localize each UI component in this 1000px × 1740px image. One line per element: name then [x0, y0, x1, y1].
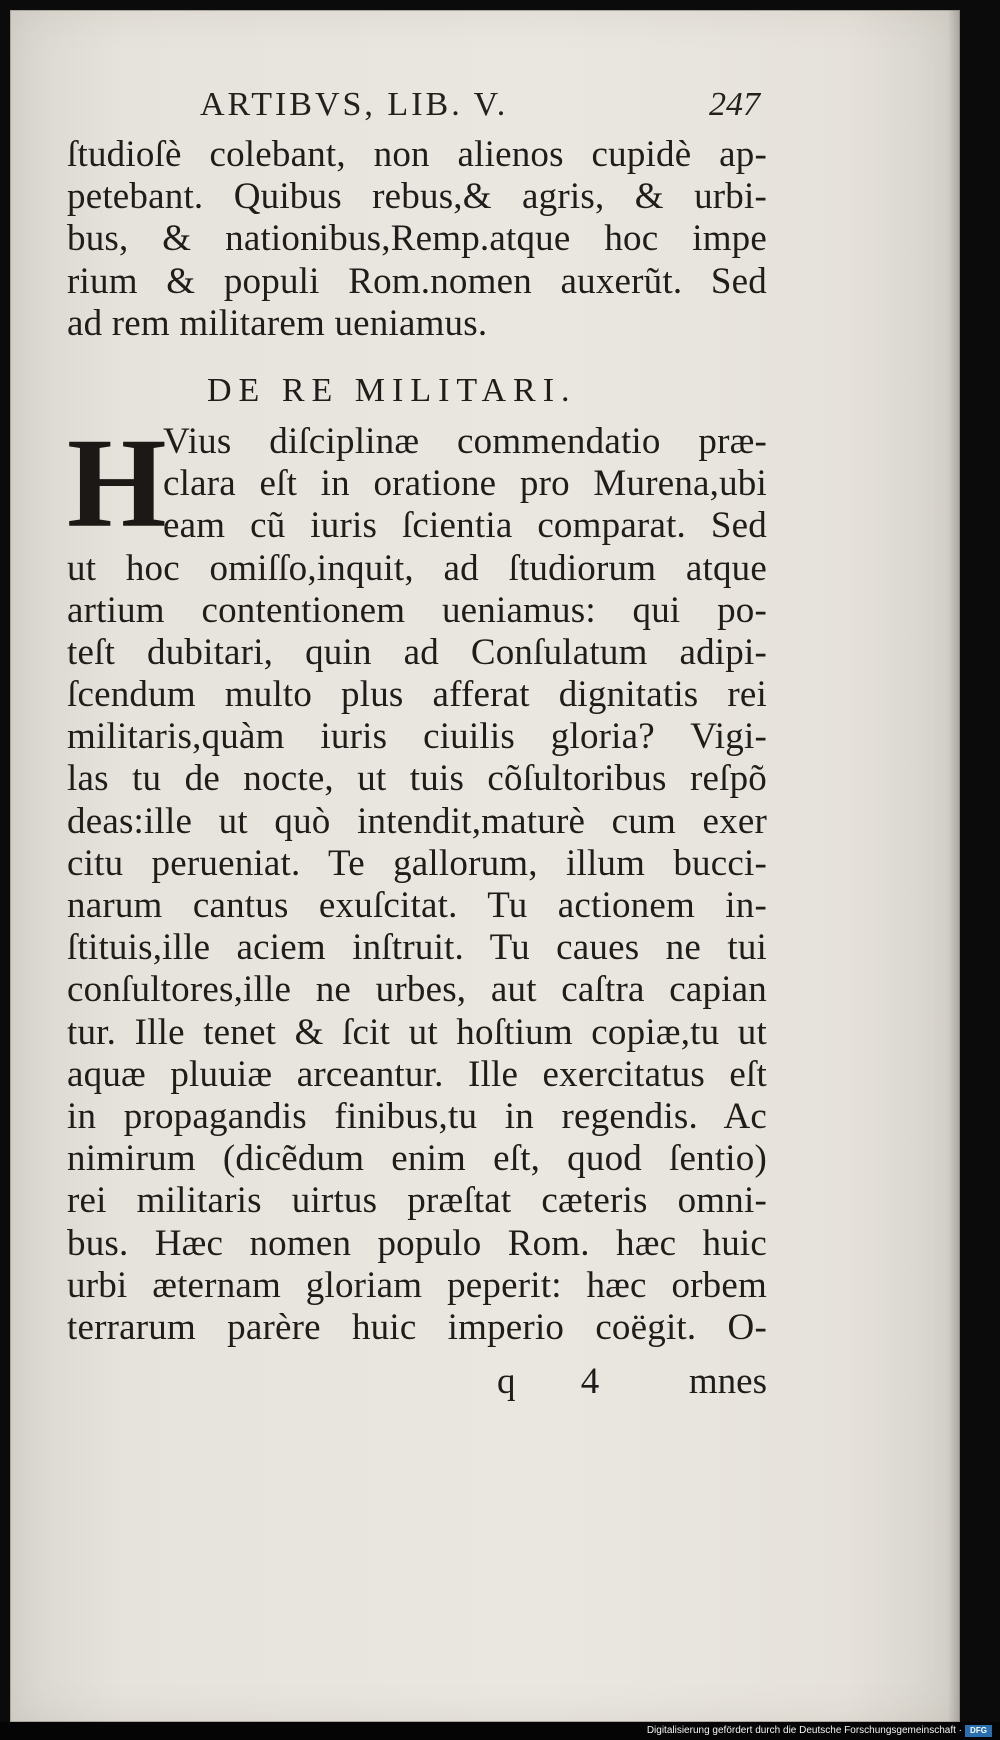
- text-line: ſcendum multo plus afferat dignitatis rei: [67, 674, 767, 716]
- page-number: 247: [709, 86, 760, 123]
- text-line: clara eſt in oratione pro Murena,ubi: [163, 463, 767, 505]
- text-line: rium & populi Rom.nomen auxerũt. Sed: [67, 260, 767, 302]
- text-line: militaris,quàm iuris ciuilis gloria? Vigi-: [67, 716, 767, 758]
- text-line: ut hoc omiſſo,inquit, ad ſtudiorum atque: [67, 547, 767, 589]
- text-line: bus. Hæc nomen populo Rom. hæc huic: [67, 1222, 767, 1264]
- text-line: deas:ille ut quò intendit,maturè cum exer: [67, 800, 767, 842]
- text-line: ſtudioſè colebant, non alienos cupidè ap-: [67, 134, 767, 175]
- text-line: petebant. Quibus rebus,& agris, & urbi-: [67, 176, 767, 218]
- text-line: conſultores,ille ne urbes, aut caſtra capian: [67, 969, 767, 1011]
- text-line: Vius diſciplinæ commendatio præ-: [163, 420, 767, 462]
- catchword: mnes: [688, 1361, 767, 1402]
- running-head-title: ARTIBVS, LIB. V.: [200, 86, 509, 123]
- body-text: [67, 134, 767, 1349]
- text-line: tur. Ille tenet & ſcit ut hoſtium copiæ,tu ut: [67, 1011, 767, 1053]
- text-line: terrarum parère huic imperio coëgit. O-: [67, 1306, 767, 1348]
- text-line: rei militaris uirtus præſtat cæteris omni-: [67, 1180, 767, 1222]
- digitization-credit: Digitalisierung gefördert durch die Deutsche Forschungsgemeinschaft ·: [646, 1725, 962, 1736]
- signature-mark: q 4: [497, 1361, 628, 1402]
- drop-cap: H: [67, 411, 167, 554]
- text-line: narum cantus exuſcitat. Tu actionem in-: [67, 885, 767, 926]
- text-line: eam cũ iuris ſcientia comparat. Sed: [163, 505, 767, 547]
- text-line: artium contentionem ueniamus: qui po-: [67, 589, 767, 631]
- book-page: [10, 10, 960, 1722]
- text-line: teſt dubitari, quin ad Conſulatum adipi-: [67, 631, 767, 673]
- page-footer: [67, 1360, 767, 1402]
- text-line: in propagandis finibus,tu in regendis. Ac: [67, 1095, 767, 1137]
- text-line: ſtituis,ille aciem inſtruit. Tu caues ne tui: [67, 927, 767, 969]
- text-line: las tu de nocte, ut tuis cõſultoribus reſpõ: [67, 758, 767, 800]
- text-line: nimirum (dicẽdum enim eſt, quod ſentio): [67, 1138, 767, 1180]
- text-line: urbi æternam gloriam peperit: hæc orbem: [67, 1264, 767, 1306]
- text-line: ad rem militarem ueniamus.: [67, 302, 488, 344]
- dfg-logo-icon: DFG: [965, 1725, 992, 1737]
- section-heading: DE RE MILITARI.: [207, 371, 577, 409]
- text-line: citu perueniat. Te gallorum, illum bucci-: [67, 842, 767, 884]
- drop-cap-paragraph: [67, 411, 767, 554]
- text-line: bus, & nationibus,Remp.atque hoc impe: [67, 218, 767, 260]
- running-head: [200, 70, 760, 122]
- text-line: aquæ pluuiæ arceantur. Ille exercitatus eſt: [67, 1053, 767, 1095]
- digitization-footer: [0, 1722, 1000, 1740]
